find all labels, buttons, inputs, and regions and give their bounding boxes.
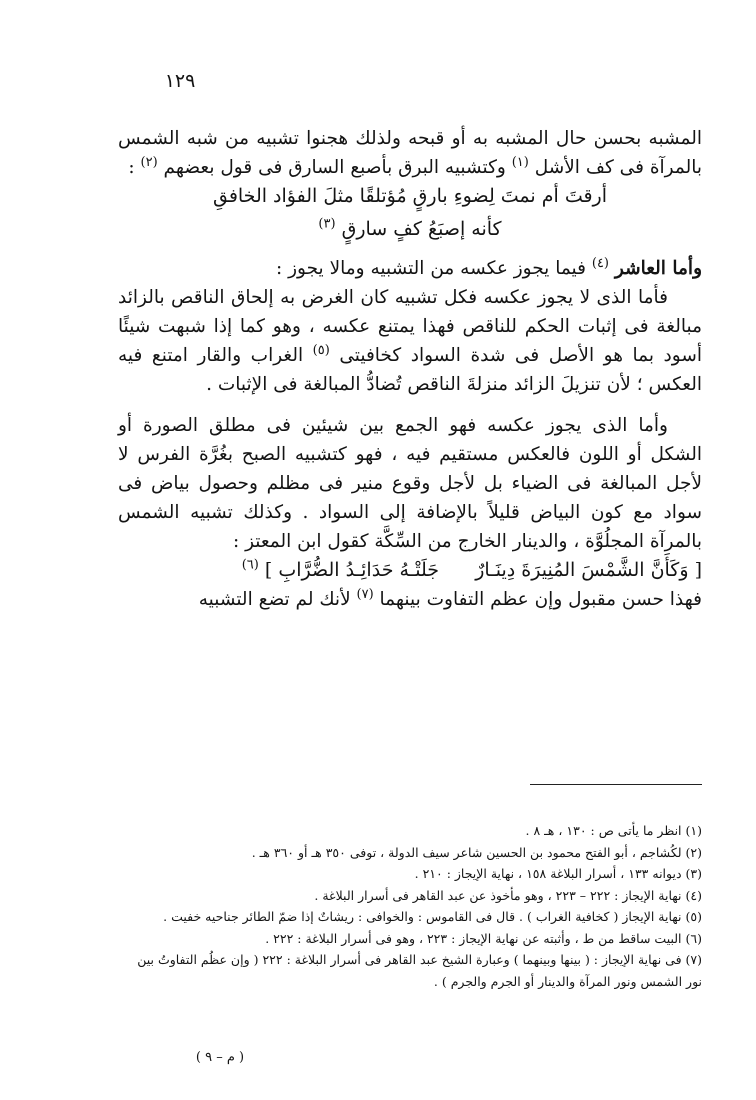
paragraph-3-a: فهذا حسن مقبول وإن عظم التفاوت بينهما	[379, 589, 702, 610]
footnote-ref-4[interactable]: (٤)	[591, 255, 609, 271]
footnote-1: (١) انظر ما يأتى ص : ١٣٠ ، هـ ٨ .	[525, 823, 702, 838]
verse-2	[118, 556, 702, 585]
verse-2-hemistich-1: وَكَأَنَّ الشَّمْسَ المُنِيرَةَ دِينَـارٌ	[475, 559, 689, 581]
footnote-ref-3[interactable]: (٣)	[318, 216, 336, 232]
verse-1-line-1: أرقتَ أم نمتَ لِضوءِ بارقٍ مُؤتلقًا مثلَ الفؤاد الخافقِ	[212, 185, 608, 207]
main-text	[118, 124, 702, 614]
footnote-7: (٧) فى نهاية الإيجاز : ( بينها وبينهما ) وعبارة الشيخ عبد القاهر فى أسرار البلاغة : ٢٢٢ ( وإن عظُم التفاوتُ بين نور الشمس ونور المرآة والدينار أو الجرم والجرم ) .	[137, 952, 702, 989]
signature-mark: ( م – ٩ )	[195, 1050, 245, 1065]
paragraph-3	[118, 585, 702, 614]
footnote-separator	[530, 784, 702, 785]
paragraph-1	[118, 283, 702, 399]
intro-paragraph	[118, 124, 702, 182]
paragraph-1-b: الغراب والقار امتنع فيه العكس ؛ لأن تنزيلَ الزائد منزلةَ الناقص تُضادُّ المبالغة فى الإثبات .	[118, 345, 702, 395]
footnotes	[118, 820, 702, 992]
footnote-4: (٤) نهاية الإيجاز : ٢٢٢ – ٢٢٣ ، وهو مأخوذ عن عبد القاهر فى أسرار البلاغة .	[314, 887, 702, 903]
footnote-ref-6[interactable]: (٦)	[241, 557, 259, 573]
verse-2-open-bracket: [	[694, 559, 702, 581]
verse-2-close-bracket: ]	[264, 559, 273, 581]
intro-line-2b: وكتشبيه البرق بأصبع السارق فى قول بعضهم	[163, 157, 512, 178]
paragraph-2: وأما الذى يجوز عكسه فهو الجمع بين شيئين فى مطلق الصورة أو الشكل أو اللون فالعكس مستقيم فيه ، فهو كتشبيه الصبح بغُرَّة الفرس لا لأجل المبالغة فى الضياء بل لأجل وقوع منير فى مظلم وحصول بياض فى سواد مع كون البياض قليلاً بالإضافة إلى السواد . وكذلك تشبيه الشمس بالمرآة المجلُوَّة ، والدينار الخارج من السِّكَّة كقول ابن المعتز :	[118, 415, 702, 552]
intro-line-2c: :	[128, 157, 141, 178]
intro-line-2a: فى كف الأشل	[534, 157, 644, 178]
verse-1-line-2-text: كأنه إصبَعُ كفٍ سارقٍ	[341, 218, 502, 240]
paragraph-gap	[118, 399, 702, 411]
heading-text: فيما يجوز عكسه من التشبيه ومالا يجوز :	[276, 258, 592, 279]
verse-2-hemistich-2: جَلَتْـهُ حَدَائِـدُ الضُّرَّابِ	[278, 559, 439, 581]
page-number: ١٢٩	[164, 70, 196, 92]
footnote-6: (٦) البيت ساقط من ط ، وأثبته عن نهاية الإيجاز : ٢٢٣ ، وهو فى أسرار البلاغة : ٢٢٢ .	[265, 930, 702, 946]
footnote-2: (٢) لكُشاجم ، أبو الفتح محمود بن الحسين شاعر سيف الدولة ، توفى ٣٥٠ هـ أو ٣٦٠ هـ .	[251, 844, 702, 860]
heading-label: وأما العاشر	[614, 258, 702, 279]
footnote-5: (٥) نهاية الإيجاز ( كخافية الغراب ) . قال فى القاموس : والخوافى : ريشاتٌ إذا ضمّ الطائر جناحيه خفيت .	[163, 909, 702, 924]
section-heading	[118, 254, 702, 283]
footnote-ref-7[interactable]: (٧)	[356, 586, 374, 602]
footnote-ref-2[interactable]: (٢)	[140, 154, 158, 170]
intro-line-1: المشبه بحسن حال المشبه به أو قبحه ولذلك هجنوا تشبيه من شبه الشمس بالمرآة	[118, 128, 702, 178]
verse-1-line-2	[118, 215, 702, 244]
paragraph-3-b: لأنك لم تضع التشبيه	[198, 589, 357, 610]
footnote-3: (٣) ديوانه ١٣٣ ، أسرار البلاغة ١٥٨ ، نهاية الإيجاز : ٢١٠ .	[414, 866, 702, 881]
paragraph-1-a: فأما الذى لا يجوز عكسه فكل تشبيه كان الغرض به إلحاق الناقص بالزائد مبالغة فى إثبات الحكم للناقص فهذا يمتنع عكسه ، وهو كما إذا شبهت شيئًا أسود بما هو الأصل فى شدة السواد كخافيتى	[118, 287, 702, 366]
footnote-ref-1[interactable]: (١)	[511, 154, 529, 170]
footnote-ref-5[interactable]: (٥)	[312, 342, 330, 358]
